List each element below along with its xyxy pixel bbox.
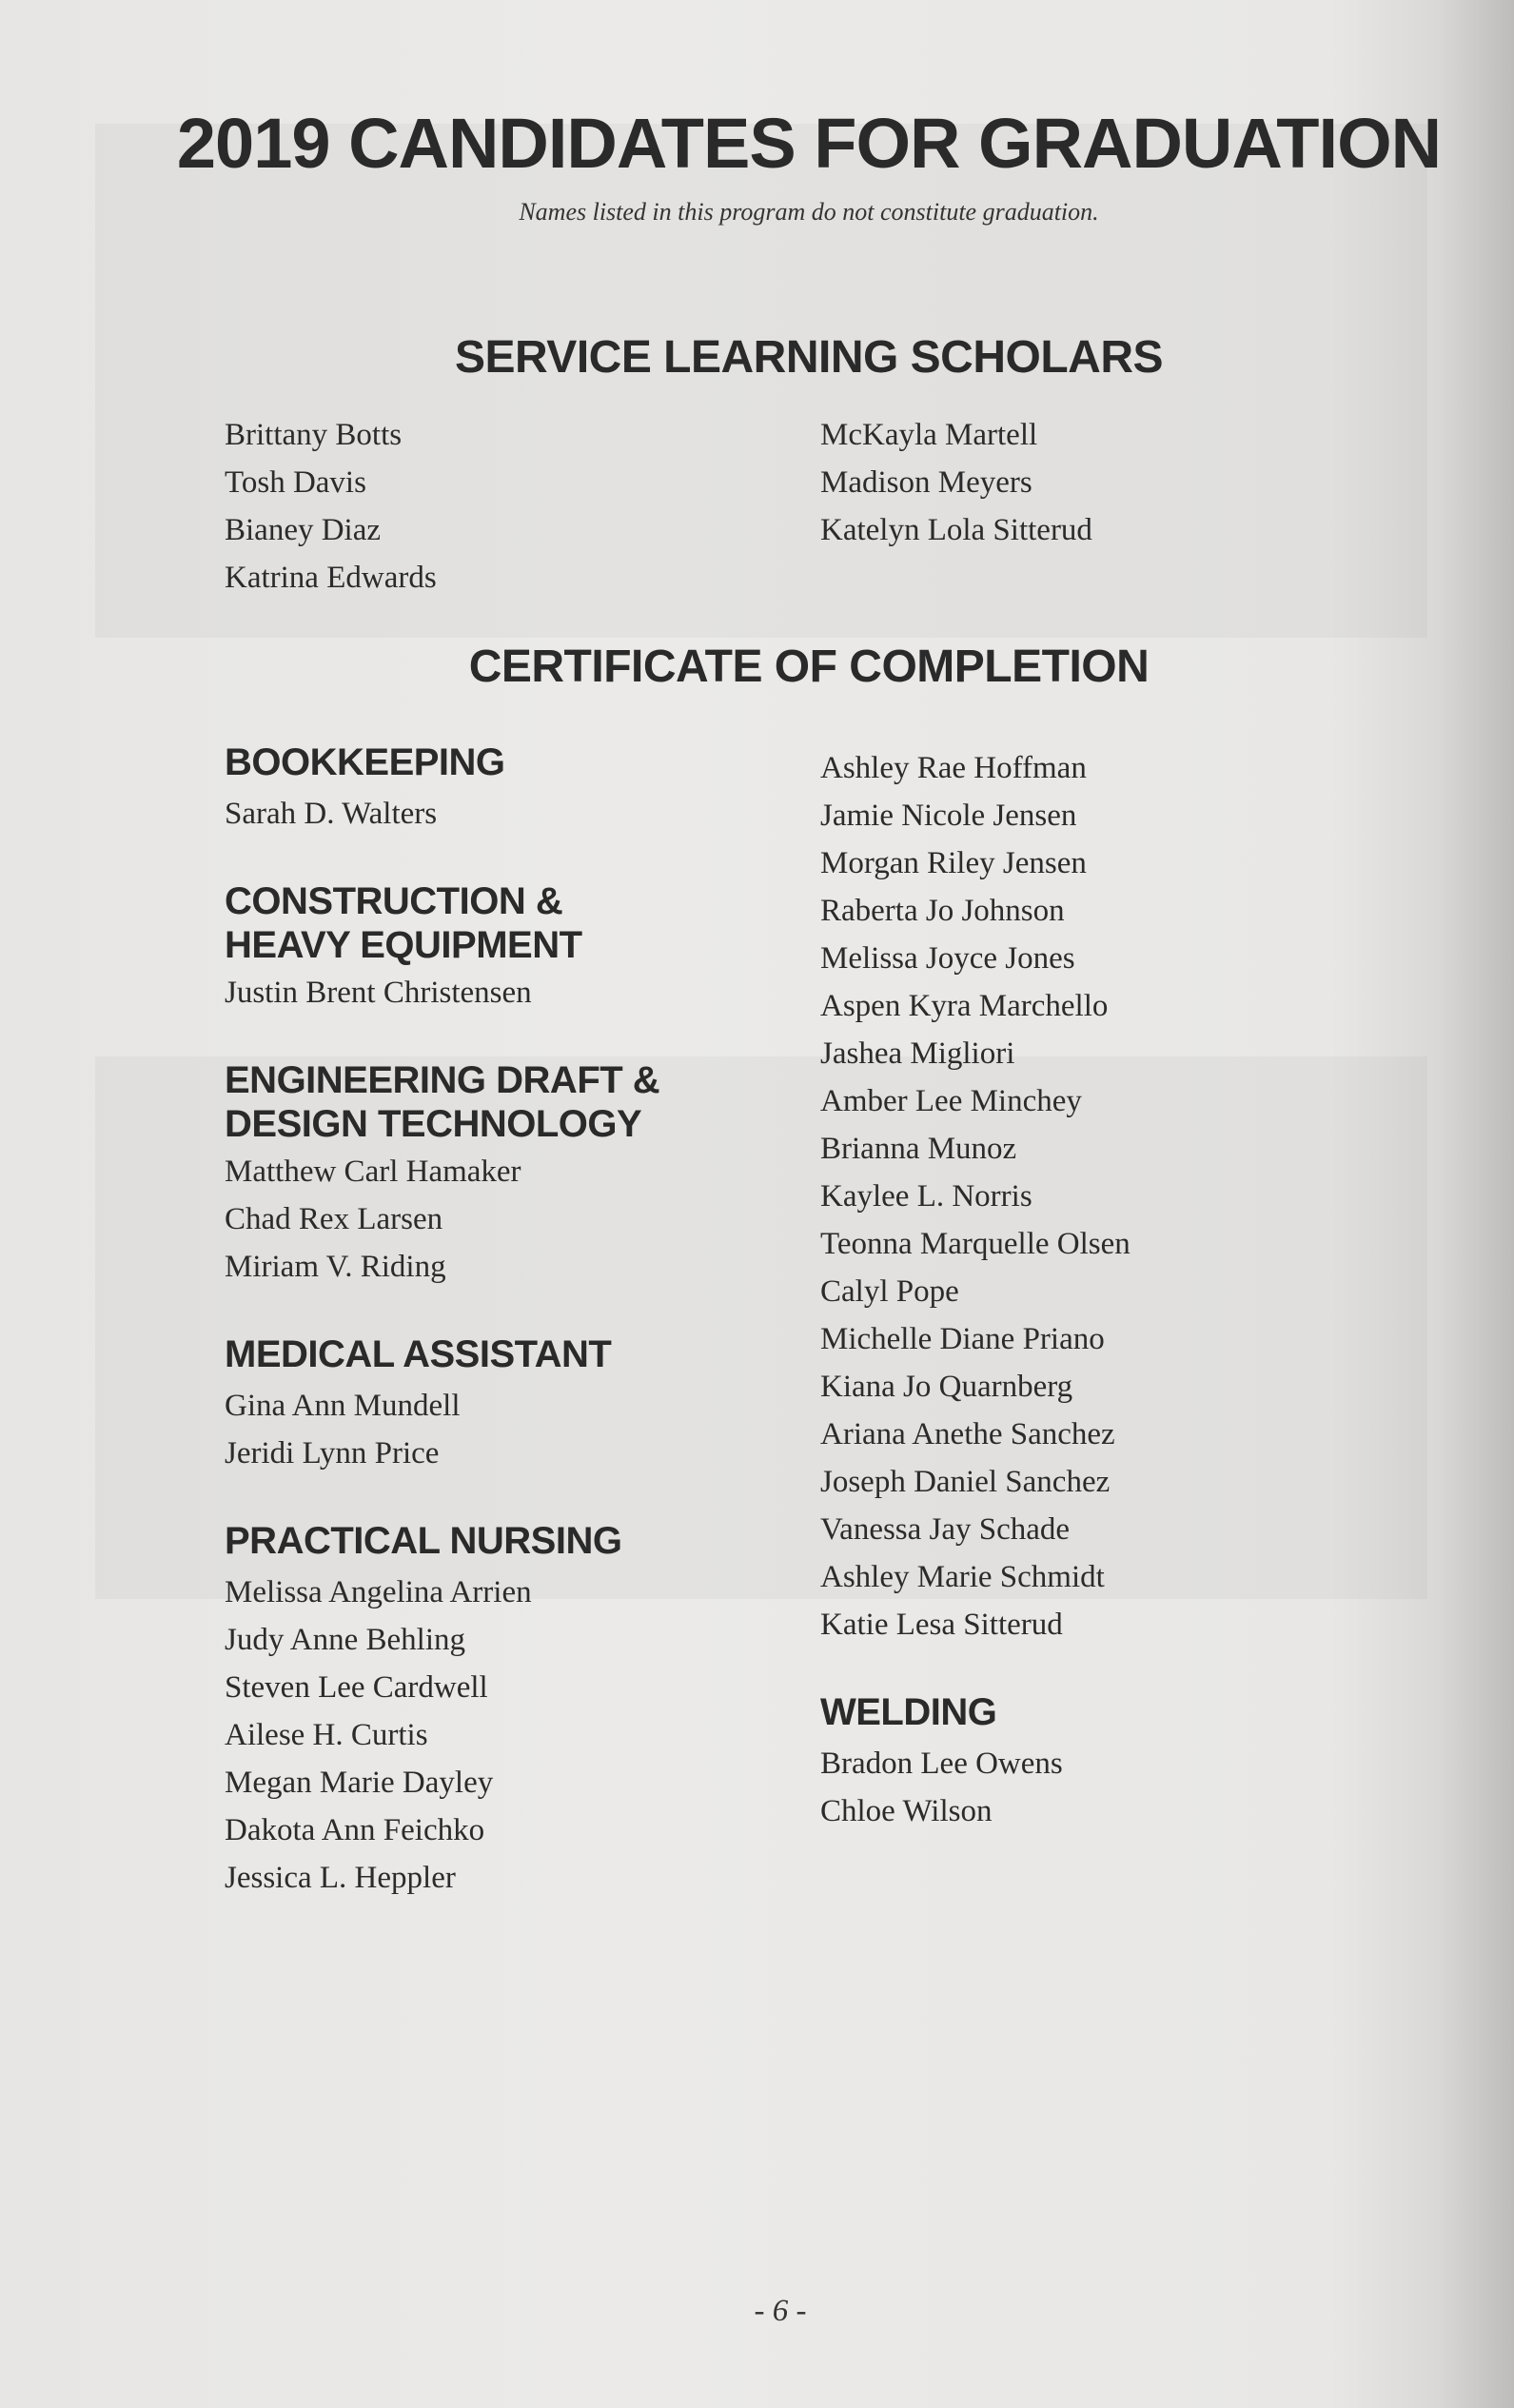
page-subtitle: Names listed in this program do not constitute graduation. bbox=[519, 198, 1099, 226]
list-item: Bradon Lee Owens bbox=[820, 1747, 1063, 1781]
list-item: Ashley Rae Hoffman bbox=[820, 751, 1087, 785]
list-item: Ailese H. Curtis bbox=[225, 1718, 428, 1752]
construction-heading bbox=[225, 879, 815, 967]
list-item: Michelle Diane Priano bbox=[820, 1322, 1105, 1356]
engineering-heading bbox=[225, 1058, 815, 1146]
certificate-left-column bbox=[225, 740, 815, 1944]
list-item: Gina Ann Mundell bbox=[225, 1389, 461, 1423]
nursing-continued-group bbox=[820, 744, 1429, 1648]
list-item: Katelyn Lola Sitterud bbox=[820, 513, 1092, 547]
list-item: Judy Anne Behling bbox=[225, 1623, 465, 1657]
list-item: Melissa Angelina Arrien bbox=[225, 1575, 532, 1609]
list-item: Justin Brent Christensen bbox=[225, 976, 532, 1010]
list-item: Ashley Marie Schmidt bbox=[820, 1560, 1105, 1594]
nursing-group bbox=[225, 1519, 815, 1902]
list-item: Megan Marie Dayley bbox=[225, 1766, 494, 1800]
welding-heading: WELDING bbox=[820, 1691, 997, 1733]
construction-heading-line-1: CONSTRUCTION & bbox=[225, 880, 563, 922]
engineering-heading-line-1: ENGINEERING DRAFT & bbox=[225, 1059, 660, 1101]
list-item: Jessica L. Heppler bbox=[225, 1861, 456, 1895]
list-item: Melissa Joyce Jones bbox=[820, 941, 1075, 976]
list-item: McKayla Martell bbox=[820, 418, 1038, 452]
list-item: Bianey Diaz bbox=[225, 513, 382, 547]
bookkeeping-group bbox=[225, 740, 815, 838]
list-item: Kiana Jo Quarnberg bbox=[820, 1370, 1073, 1404]
list-item: Jeridi Lynn Price bbox=[225, 1436, 440, 1470]
list-item: Matthew Carl Hamaker bbox=[225, 1155, 521, 1189]
list-item: Aspen Kyra Marchello bbox=[820, 989, 1109, 1023]
list-item: Katrina Edwards bbox=[225, 561, 437, 595]
service-learning-right-column bbox=[820, 411, 1092, 554]
construction-heading-line-2: HEAVY EQUIPMENT bbox=[225, 924, 582, 966]
engineering-group bbox=[225, 1058, 815, 1291]
certificate-heading: CERTIFICATE OF COMPLETION bbox=[468, 641, 1150, 692]
welding-group bbox=[820, 1690, 1429, 1835]
list-item: Ariana Anethe Sanchez bbox=[820, 1417, 1115, 1451]
list-item: Chad Rex Larsen bbox=[225, 1202, 443, 1236]
list-item: Chloe Wilson bbox=[820, 1794, 993, 1828]
list-item: Jashea Migliori bbox=[820, 1036, 1015, 1071]
list-item: Brianna Munoz bbox=[820, 1132, 1017, 1166]
page-title: 2019 CANDIDATES FOR GRADUATION bbox=[176, 104, 1442, 183]
page-number: - 6 - bbox=[754, 2294, 807, 2328]
certificate-right-column bbox=[820, 744, 1429, 1877]
list-item: Amber Lee Minchey bbox=[820, 1084, 1082, 1118]
list-item: Sarah D. Walters bbox=[225, 797, 438, 831]
list-item: Madison Meyers bbox=[820, 465, 1032, 500]
list-item: Katie Lesa Sitterud bbox=[820, 1608, 1063, 1642]
service-learning-left-column bbox=[225, 411, 437, 602]
list-item: Miriam V. Riding bbox=[225, 1250, 446, 1284]
list-item: Joseph Daniel Sanchez bbox=[820, 1465, 1111, 1499]
list-item: Morgan Riley Jensen bbox=[820, 846, 1087, 880]
medical-group bbox=[225, 1332, 815, 1477]
service-learning-heading: SERVICE LEARNING SCHOLARS bbox=[454, 332, 1164, 383]
list-item: Calyl Pope bbox=[820, 1274, 959, 1309]
list-item: Brittany Botts bbox=[225, 418, 403, 452]
list-item: Teonna Marquelle Olsen bbox=[820, 1227, 1131, 1261]
construction-group bbox=[225, 879, 815, 1016]
list-item: Tosh Davis bbox=[225, 465, 366, 500]
list-item: Kaylee L. Norris bbox=[820, 1179, 1032, 1214]
list-item: Vanessa Jay Schade bbox=[820, 1512, 1071, 1547]
medical-heading: MEDICAL ASSISTANT bbox=[225, 1333, 612, 1375]
bookkeeping-heading: BOOKKEEPING bbox=[225, 741, 505, 783]
engineering-heading-line-2: DESIGN TECHNOLOGY bbox=[225, 1103, 642, 1145]
list-item: Jamie Nicole Jensen bbox=[820, 799, 1077, 833]
list-item: Raberta Jo Johnson bbox=[820, 894, 1065, 928]
list-item: Dakota Ann Feichko bbox=[225, 1813, 485, 1847]
list-item: Steven Lee Cardwell bbox=[225, 1670, 488, 1705]
nursing-heading: PRACTICAL NURSING bbox=[225, 1520, 622, 1562]
